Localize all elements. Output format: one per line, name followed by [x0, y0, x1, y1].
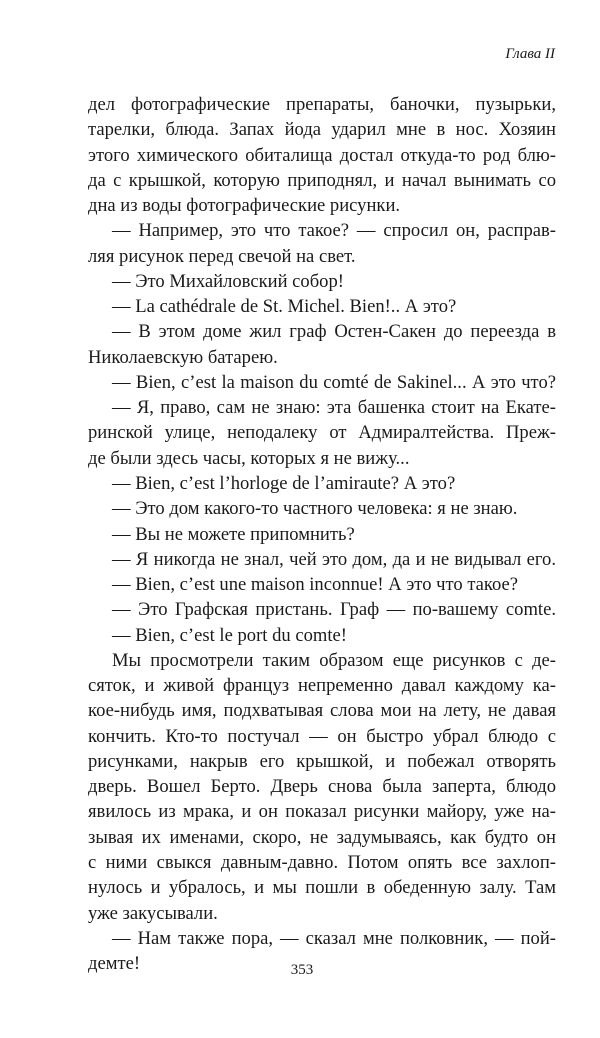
text-line: Мы просмотрели таким образом еще рисунков с де- — [112, 649, 556, 671]
running-header-chapter: Глава II — [505, 46, 555, 62]
text-line: дел фотографические препараты, баночки, пузырьки, — [88, 94, 556, 115]
text-line: — La cathédrale de St. Michel. Bien!.. А это? — [112, 296, 457, 318]
text-line: Николаевскую батарею. — [88, 346, 278, 368]
text-line: этого химического обиталища достал откуда-то род блю- — [88, 144, 556, 166]
text-line: сяток, и живой француз непременно давал каждому ка- — [88, 675, 556, 697]
page-number: 353 — [290, 962, 314, 978]
text-line: — Например, это что такое? — спросил он, расправ- — [112, 220, 556, 242]
text-line: — Это Михайловский собор! — [112, 270, 344, 292]
page-body-text — [88, 92, 556, 976]
text-line: — Нам также пора, — сказал мне полковник, — пой- — [112, 927, 556, 949]
text-line: ляя рисунок перед свечой на свет. — [88, 245, 356, 267]
text-line: демте! — [88, 953, 141, 975]
text-line: кончить. Кто-то постучал — он быстро убрал блюдо с — [88, 725, 556, 747]
text-line: — Это дом какого-то частного человека: я не знаю. — [112, 498, 518, 520]
text-line: — Bien, c’est la maison du comté de Sakinel... А это что? — [112, 371, 556, 393]
text-line: рисунками, накрыв его крышкой, и побежал отворять — [88, 750, 556, 772]
text-line: тарелки, блюда. Запах йода ударил мне в нос. Хозяин — [88, 119, 556, 141]
text-line: нулось и убралось, и мы пошли в обеденную залу. Там — [88, 877, 556, 899]
text-line: — Bien, c’est le port du comte! — [112, 624, 347, 646]
text-line: — Это Графская пристань. Граф — по-вашему comte. — [112, 599, 556, 621]
text-line: де были здесь часы, которых я не вижу... — [88, 447, 410, 469]
text-line: — В этом доме жил граф Остен-Сакен до переезда в — [112, 321, 556, 343]
text-line: — Я, право, сам не знаю: эта башенка стоит на Екате- — [112, 397, 556, 419]
text-line: явилось из мрака, и он показал рисунки майору, уже на- — [88, 801, 556, 823]
text-line: уже закусывали. — [88, 902, 218, 924]
text-line: да с крышкой, которую приподнял, и начал вынимать со — [88, 169, 556, 191]
text-line: зывая их именами, скоро, не задумываясь, как будто он — [88, 826, 556, 848]
text-line: — Bien, c’est une maison inconnue! А это что такое? — [112, 574, 519, 596]
text-line: дверь. Вошел Берто. Дверь снова была заперта, блюдо — [88, 776, 556, 798]
text-line: — Bien, c’est l’horloge de l’amiraute? А это? — [112, 472, 456, 494]
text-line: дна из воды фотографические рисунки. — [88, 195, 401, 217]
text-line: кое-нибудь имя, подхватывая слова мои на лету, не давая — [88, 700, 556, 722]
text-line: — Вы не можете припомнить? — [112, 523, 355, 545]
text-line: — Я никогда не знал, чей это дом, да и не видывал его. — [112, 548, 556, 570]
text-line: ринской улице, неподалеку от Адмиралтейства. Преж- — [88, 422, 556, 444]
text-line: с ними свыкся давным-давно. Потом опять все захлоп- — [88, 851, 556, 873]
